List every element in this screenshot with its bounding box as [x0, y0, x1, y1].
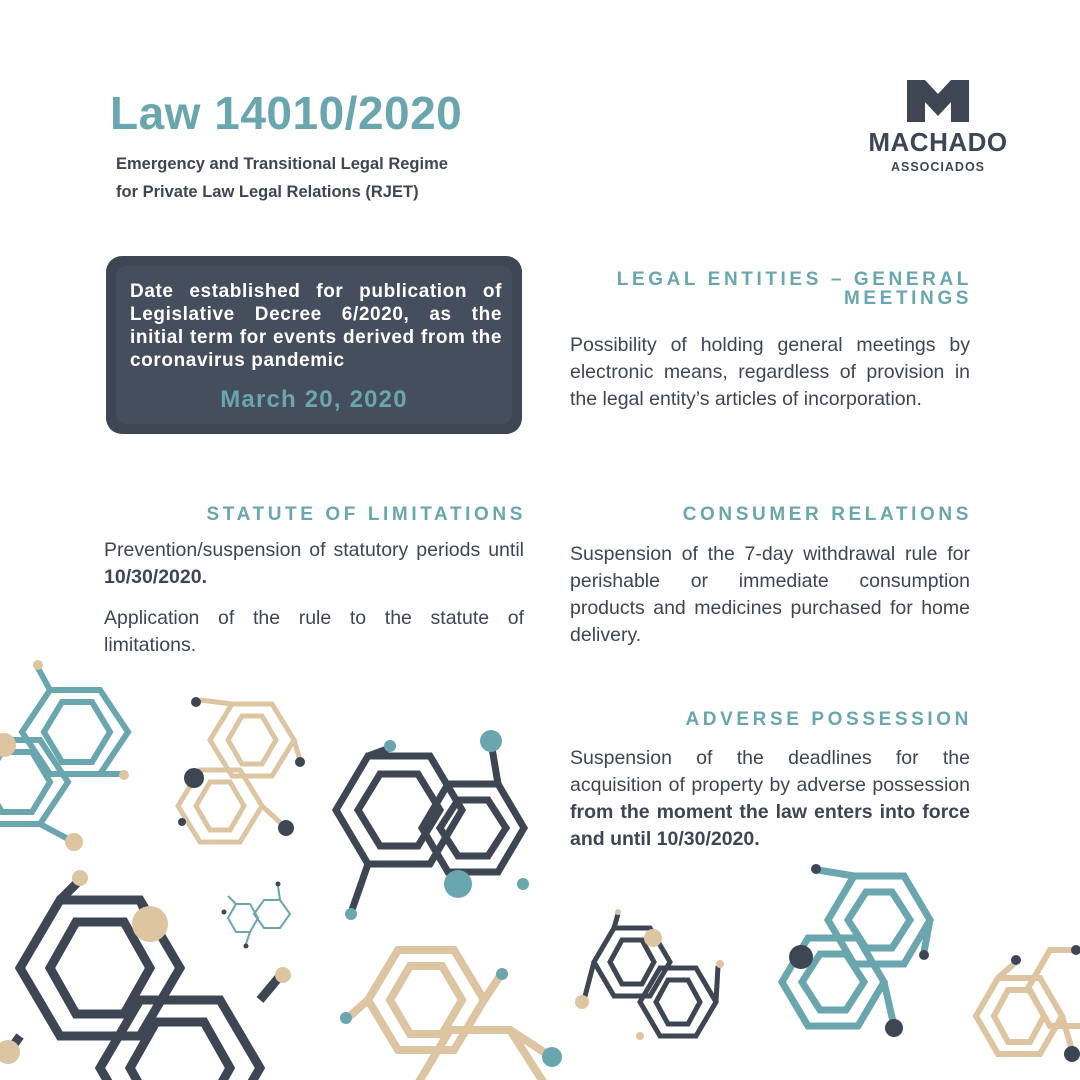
adverse-text: Suspension of the deadlines for the acquisition of property by adverse possession	[570, 747, 970, 796]
date-box	[106, 256, 522, 434]
heading-legal-entities-line-1: LEGAL ENTITIES – GENERAL	[616, 269, 972, 290]
heading-statute: STATUTE OF LIMITATIONS	[206, 504, 526, 525]
date-box-text: Date established for publication of Legislative Decree 6/2020, as the initial term for events derived from the coronavirus pandemic	[130, 281, 502, 371]
consumer-body: Suspension of the 7-day withdrawal rule for perishable or immediate consumption products and medicines purchased for home delivery.	[570, 543, 970, 646]
subtitle-line-2: for Private Law Legal Relations (RJET)	[116, 183, 419, 201]
statute-paragraph-2: Application of the rule to the statute of limitations.	[104, 607, 524, 656]
adverse-body	[570, 745, 970, 853]
heading-legal-entities	[560, 270, 972, 308]
subtitle-line-1: Emergency and Transitional Legal Regime	[116, 155, 448, 173]
page-subtitle	[116, 150, 448, 206]
molecule-beige-bottom-icon	[350, 950, 550, 1080]
molecule-teal-left-icon	[0, 668, 128, 840]
date-box-date: March 20, 2020	[220, 386, 408, 413]
legal-entities-body: Possibility of holding general meetings by electronic means, regardless of provision in the legal entity’s articles of incorporation.	[570, 334, 970, 410]
molecule-dark-center-icon	[336, 748, 524, 910]
statute-paragraph-1	[104, 537, 524, 591]
statute-p1-date: 10/30/2020.	[104, 566, 208, 588]
heading-adverse: ADVERSE POSSESSION	[685, 709, 972, 730]
company-logo	[868, 80, 1008, 174]
heading-legal-entities-line-2: MEETINGS	[843, 288, 972, 309]
heading-consumer: CONSUMER RELATIONS	[682, 504, 972, 525]
molecule-tiny-icon	[228, 886, 290, 944]
logo-subtitle: ASSOCIADOS	[890, 160, 986, 174]
page-title: Law 14010/2020	[110, 87, 463, 139]
logo-name: MACHADO	[868, 127, 1008, 157]
statute-p1-text: Prevention/suspension of statutory periods until	[104, 539, 524, 561]
logo-m-icon	[907, 80, 969, 122]
adverse-bold: from the moment the law enters into force and until 10/30/2020.	[570, 801, 970, 850]
molecule-beige-right-icon	[976, 950, 1080, 1054]
